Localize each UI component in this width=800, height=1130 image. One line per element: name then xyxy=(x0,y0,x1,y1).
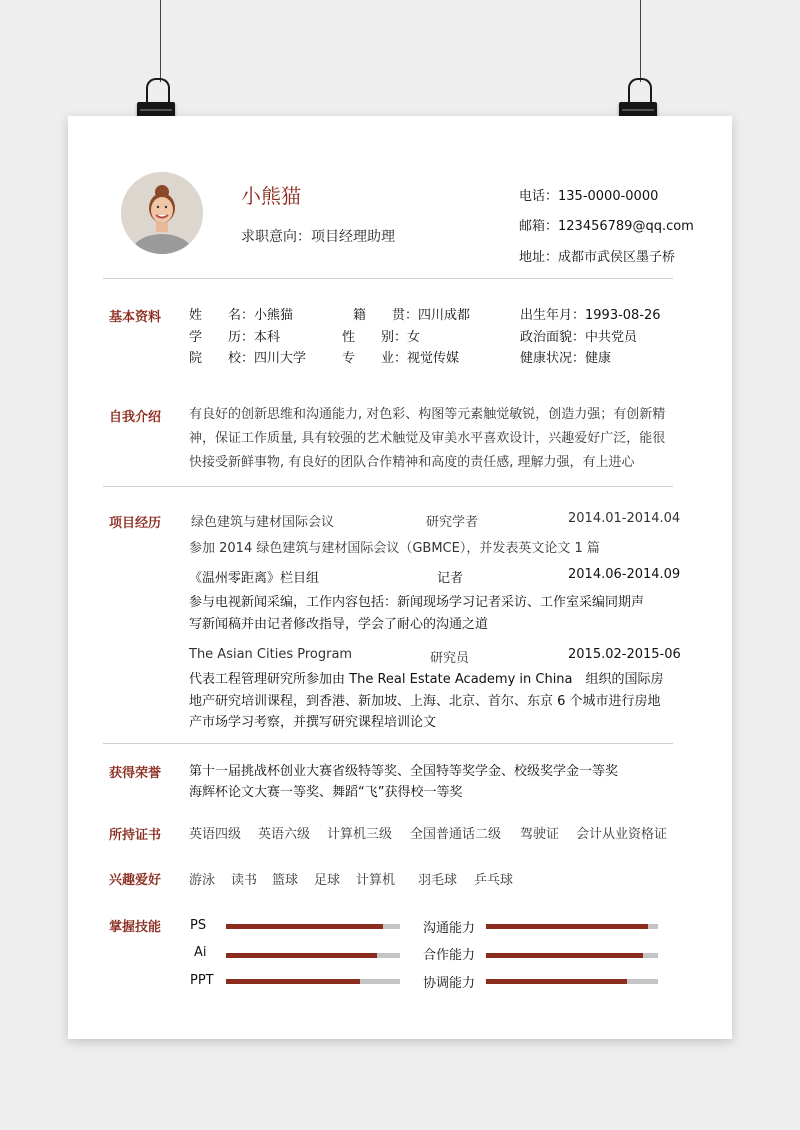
project-name: The Asian Cities Program xyxy=(189,647,353,662)
section-title-certs: 所持证书 xyxy=(109,828,162,843)
hobby-item: 羽毛球 xyxy=(418,873,458,888)
basic-info-cell: 姓 名：小熊猫 xyxy=(189,308,294,323)
hobby-item: 篮球 xyxy=(272,873,299,888)
project-desc-line: 代表工程管理研究所参加由 The Real Estate Academy in China 组织的国际房 xyxy=(189,672,664,687)
hobby-item: 乒乓球 xyxy=(474,873,514,888)
skill-label-ppt: PPT xyxy=(190,973,214,988)
cert-item: 会计从业资格证 xyxy=(576,827,668,842)
project-role: 记者 xyxy=(437,571,464,586)
honor-line: 第十一届挑战杯创业大赛省级特等奖、全国特等奖学金、校级奖学金一等奖 xyxy=(189,764,619,779)
project-name: 《温州零距离》栏目组 xyxy=(189,571,320,586)
project-desc-line: 参加 2014 绿色建筑与建材国际会议（GBMCE），并发表英文论文 1 篇 xyxy=(189,541,600,556)
candidate-name: 小熊猫 xyxy=(241,184,301,208)
skill-label-communication: 沟通能力 xyxy=(423,921,476,936)
skill-label-coordination: 协调能力 xyxy=(423,976,476,991)
project-date: 2014.06-2014.09 xyxy=(568,567,681,582)
section-title-basic: 基本资料 xyxy=(109,310,162,325)
job-intent: 求职意向：项目经理助理 xyxy=(241,229,395,245)
project-desc-line: 写新闻稿并由记者修改指导，学会了耐心的沟通之道 xyxy=(189,617,489,632)
skill-bar-fill xyxy=(486,924,648,929)
resume-paper xyxy=(68,116,732,1039)
avatar xyxy=(121,172,203,254)
project-date: 2014.01-2014.04 xyxy=(568,511,681,526)
skill-label-cooperation: 合作能力 xyxy=(423,948,476,963)
cert-item: 全国普通话二级 xyxy=(410,827,502,842)
hanging-string-left xyxy=(160,0,161,82)
contact-phone: 电话：135-0000-0000 xyxy=(519,189,659,204)
skill-bar-fill xyxy=(226,924,383,929)
basic-info-cell: 政治面貌：中共党员 xyxy=(520,330,638,345)
portrait-photo-icon xyxy=(121,172,203,254)
section-title-projects: 项目经历 xyxy=(109,516,162,531)
skill-bar-fill xyxy=(486,953,643,958)
cert-item: 计算机三级 xyxy=(327,827,393,842)
cert-item: 英语四级 xyxy=(189,827,242,842)
basic-info-cell: 院 校：四川大学 xyxy=(189,351,307,366)
divider xyxy=(103,743,673,744)
project-desc-line: 地产研究培训课程，到香港、新加坡、上海、北京、首尔、东京 6 个城市进行房地 xyxy=(189,694,661,709)
section-title-hobbies: 兴趣爱好 xyxy=(109,873,162,888)
project-desc-line: 产市场学习考察，并撰写研究课程培训论文 xyxy=(189,715,437,730)
skill-bar-ppt xyxy=(226,979,400,984)
project-role: 研究学者 xyxy=(426,515,479,530)
skill-bar-fill xyxy=(226,953,377,958)
hobby-item: 足球 xyxy=(314,873,341,888)
basic-info-cell: 性 别：女 xyxy=(342,330,421,345)
skill-label-ai: Ai xyxy=(194,945,207,960)
skill-label-ps: PS xyxy=(190,918,207,933)
skill-bar-ps xyxy=(226,924,400,929)
skill-bar-fill xyxy=(486,979,627,984)
skill-bar-communication xyxy=(486,924,658,929)
hobby-item: 读书 xyxy=(231,873,258,888)
section-title-honors: 获得荣誉 xyxy=(109,766,162,781)
project-name: 绿色建筑与建材国际会议 xyxy=(191,515,335,530)
cert-item: 英语六级 xyxy=(258,827,311,842)
basic-info-cell: 学 历：本科 xyxy=(189,330,281,345)
hobby-item: 游泳 xyxy=(189,873,216,888)
section-title-skills: 掌握技能 xyxy=(109,920,162,935)
skill-bar-coordination xyxy=(486,979,658,984)
hobby-item: 计算机 xyxy=(356,873,396,888)
self-intro-line: 有良好的创新思维和沟通能力, 对色彩、构图等元素触觉敏锐，创造力强；有创新精 xyxy=(189,407,666,422)
basic-info-cell: 健康状况：健康 xyxy=(520,351,612,366)
divider xyxy=(103,486,673,487)
basic-info-cell: 出生年月：1993-08-26 xyxy=(520,308,661,323)
skill-bar-cooperation xyxy=(486,953,658,958)
hanging-string-right xyxy=(640,0,641,82)
skill-bar-fill xyxy=(226,979,360,984)
divider xyxy=(103,278,673,279)
self-intro-line: 快接受新鲜事物, 有良好的团队合作精神和高度的责任感, 理解力强，有上进心 xyxy=(189,455,635,470)
cert-item: 驾驶证 xyxy=(520,827,560,842)
section-title-self-intro: 自我介绍 xyxy=(109,410,162,425)
project-desc-line: 参与电视新闻采编，工作内容包括：新闻现场学习记者采访、工作室采编同期声 xyxy=(189,595,645,610)
honor-line: 海辉杯论文大赛一等奖、舞蹈“飞”获得校一等奖 xyxy=(189,785,463,800)
project-date: 2015.02-2015-06 xyxy=(568,647,681,662)
basic-info-cell: 专 业：视觉传媒 xyxy=(342,351,460,366)
contact-address: 地址：成都市武侯区墨子桥 xyxy=(519,250,676,265)
skill-bar-ai xyxy=(226,953,400,958)
contact-email: 邮箱：123456789@qq.com xyxy=(519,219,694,234)
basic-info-cell: 籍 贯：四川成都 xyxy=(353,308,471,323)
self-intro-line: 神，保证工作质量, 具有较强的艺术触觉及审美水平喜欢设计，兴趣爱好广泛，能很 xyxy=(189,431,666,446)
project-role: 研究员 xyxy=(430,651,470,666)
